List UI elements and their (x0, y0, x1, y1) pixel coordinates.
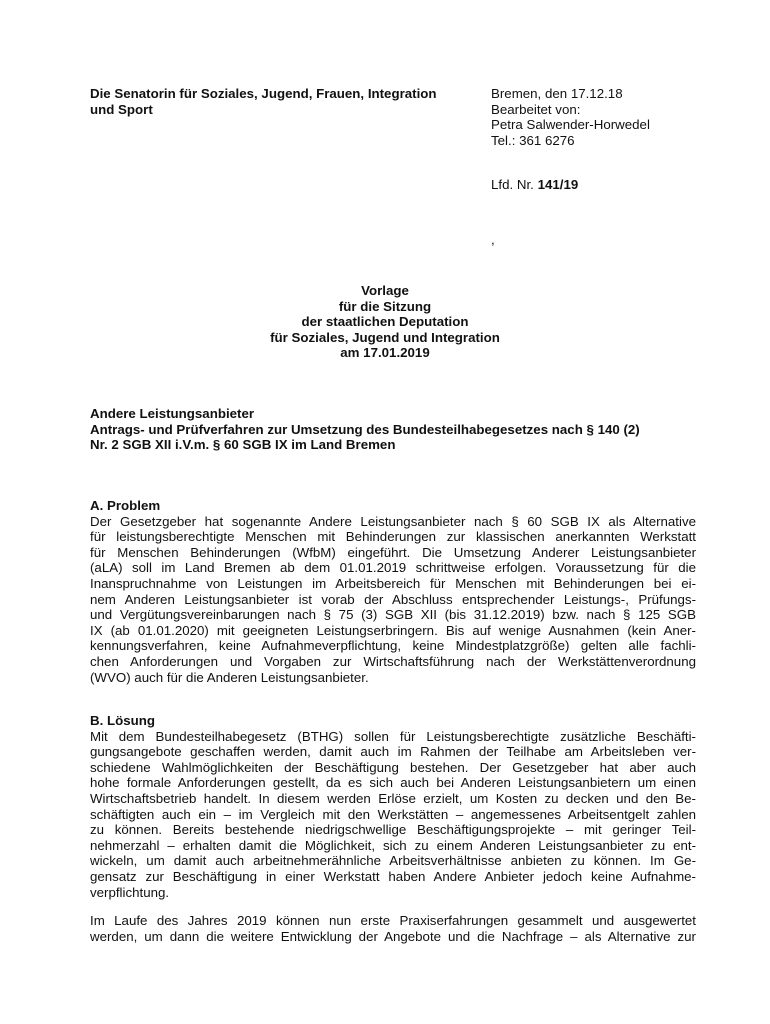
subject-line: Andere Leistungsanbieter (90, 406, 255, 421)
paragraph-line: für leistungsberechtigte Menschen mit Behinderungen zur klassischen anerkannten Werkstatt (90, 529, 696, 545)
paragraph-line: zu können. Bereits bestehende niedrigschwellige Beschäftigungsprojekte – mit geringer Teil- (90, 822, 696, 838)
paragraph-line: wickeln, um damit auch arbeitnehmerähnliche Arbeitsverhältnisse anbieten zu können. Im Ge- (90, 853, 696, 869)
letter-meta (491, 86, 731, 148)
title-line: für die Sitzung (338, 298, 432, 314)
paragraph-line: für Menschen Behinderungen (WfbM) eingeführt. Die Umsetzung Anderer Leistungsanbieter (90, 544, 696, 560)
phone-number: Tel.: 361 6276 (491, 132, 575, 148)
paragraph-line: gungsangebote geschaffen werden, damit auch im Rahmen der Teilhabe am Arbeitsleben ver- (90, 744, 696, 760)
title-line: für Soziales, Jugend und Integration (270, 329, 500, 345)
date-line: Bremen, den 17.12.18 (491, 86, 623, 101)
paragraph-line: gensatz zur Beschäftigung in einer Werkstatt haben Andere Anbieter jedoch keine Aufnahme- (90, 868, 696, 884)
paragraph-line: werden, um dann die weitere Entwicklung der Angebote und die Nachfrage – als Alternative zur (90, 928, 696, 944)
editor-name: Petra Salwender-Horwedel (491, 117, 650, 133)
paragraph-line: (aLA) soll im Land Bremen ab dem 01.01.2019 schrittweise erfolgen. Voraussetzung für die (90, 560, 696, 576)
title-line: Vorlage (361, 283, 409, 298)
paragraph-line: chen Anforderungen und Vorgaben zur Wirtschaftsführung nach der Werkstättenverordnung (90, 653, 696, 669)
paragraph-line: Wirtschaftsbetrieb handelt. In diesem werden Erlöse erzielt, um Kosten zu decken und den Be- (90, 790, 696, 806)
title-line: am 17.01.2019 (340, 345, 430, 361)
subject-line: Nr. 2 SGB XII i.V.m. § 60 SGB IX im Land Bremen (90, 437, 396, 453)
paragraph-line: und Vergütungsvereinbarungen nach § 75 (3) SGB XII (bis 31.12.2019) bzw. nach § 125 SGB (90, 607, 696, 623)
section-solution (90, 713, 696, 900)
section-problem (90, 498, 696, 685)
subject-block (90, 406, 690, 453)
paragraph-line: nem Anderen Leistungsanbieter ist vorab der Abschluss entsprechender Leistungs-, Prüfungs- (90, 591, 696, 607)
reference-value: 141/19 (537, 177, 579, 192)
stray-mark: , (491, 232, 495, 247)
paragraph-line: nehmerzahl – erhalten damit die Möglichkeit, sich zu einem Anderen Leistungsanbieter zu ent- (90, 837, 696, 853)
sender-line: Die Senatorin für Soziales, Jugend, Frauen, Integration (90, 86, 437, 101)
paragraph-line: Im Laufe des Jahres 2019 können nun erste Praxiserfahrungen gesammelt und ausgewertet (90, 913, 696, 928)
paragraph-line: schäftigten auch ein – im Vergleich mit den Werkstätten – angemessenes Arbeitsentgelt zahlen (90, 806, 696, 822)
paragraph-line: (WVO) auch für die Anderen Leistungsanbieter. (90, 669, 369, 685)
paragraph-line: hohe formale Anforderungen gestellt, da es sich auch bei Anderen Leistungsanbietern um einen (90, 775, 696, 791)
sender-line: und Sport (90, 101, 153, 117)
paragraph-line: schiedene Wahlmöglichkeiten der Beschäftigung bestehen. Der Gesetzgeber hat aber auch (90, 759, 696, 775)
paragraph-line: Der Gesetzgeber hat sogenannte Andere Leistungsanbieter nach § 60 SGB IX als Alternative (90, 513, 696, 529)
paragraph-line: Mit dem Bundesteilhabegesetz (BTHG) sollen für Leistungsberechtigte zusätzliche Beschäfti- (90, 728, 696, 744)
section-continuation (90, 913, 696, 944)
title-line: der staatlichen Deputation (301, 314, 469, 330)
subject-line: Antrags- und Prüfverfahren zur Umsetzung des Bundesteilhabegesetzes nach § 140 (2) (90, 421, 640, 437)
title-block (90, 283, 680, 361)
paragraph-line: verpflichtung. (90, 884, 170, 900)
reference-number (491, 177, 731, 193)
section-heading: A. Problem (90, 498, 161, 513)
edited-by-label: Bearbeitet von: (491, 101, 581, 117)
sender-authority (90, 86, 475, 117)
paragraph-line: kennungsverfahren, keine Aufnahmeverpflichtung, keine Mindestplatzgröße) gelten alle fachli- (90, 638, 696, 654)
section-heading: B. Lösung (90, 713, 155, 728)
paragraph-line: IX (ab 01.01.2020) mit geeigneten Leistungserbringern. Bis auf wenige Ausnahmen (kein Aner- (90, 622, 696, 638)
paragraph-line: Inanspruchnahme von Leistungen im Arbeitsbereich für Menschen mit Behinderungen bei ei- (90, 575, 696, 591)
reference-label: Lfd. Nr. (491, 177, 538, 192)
